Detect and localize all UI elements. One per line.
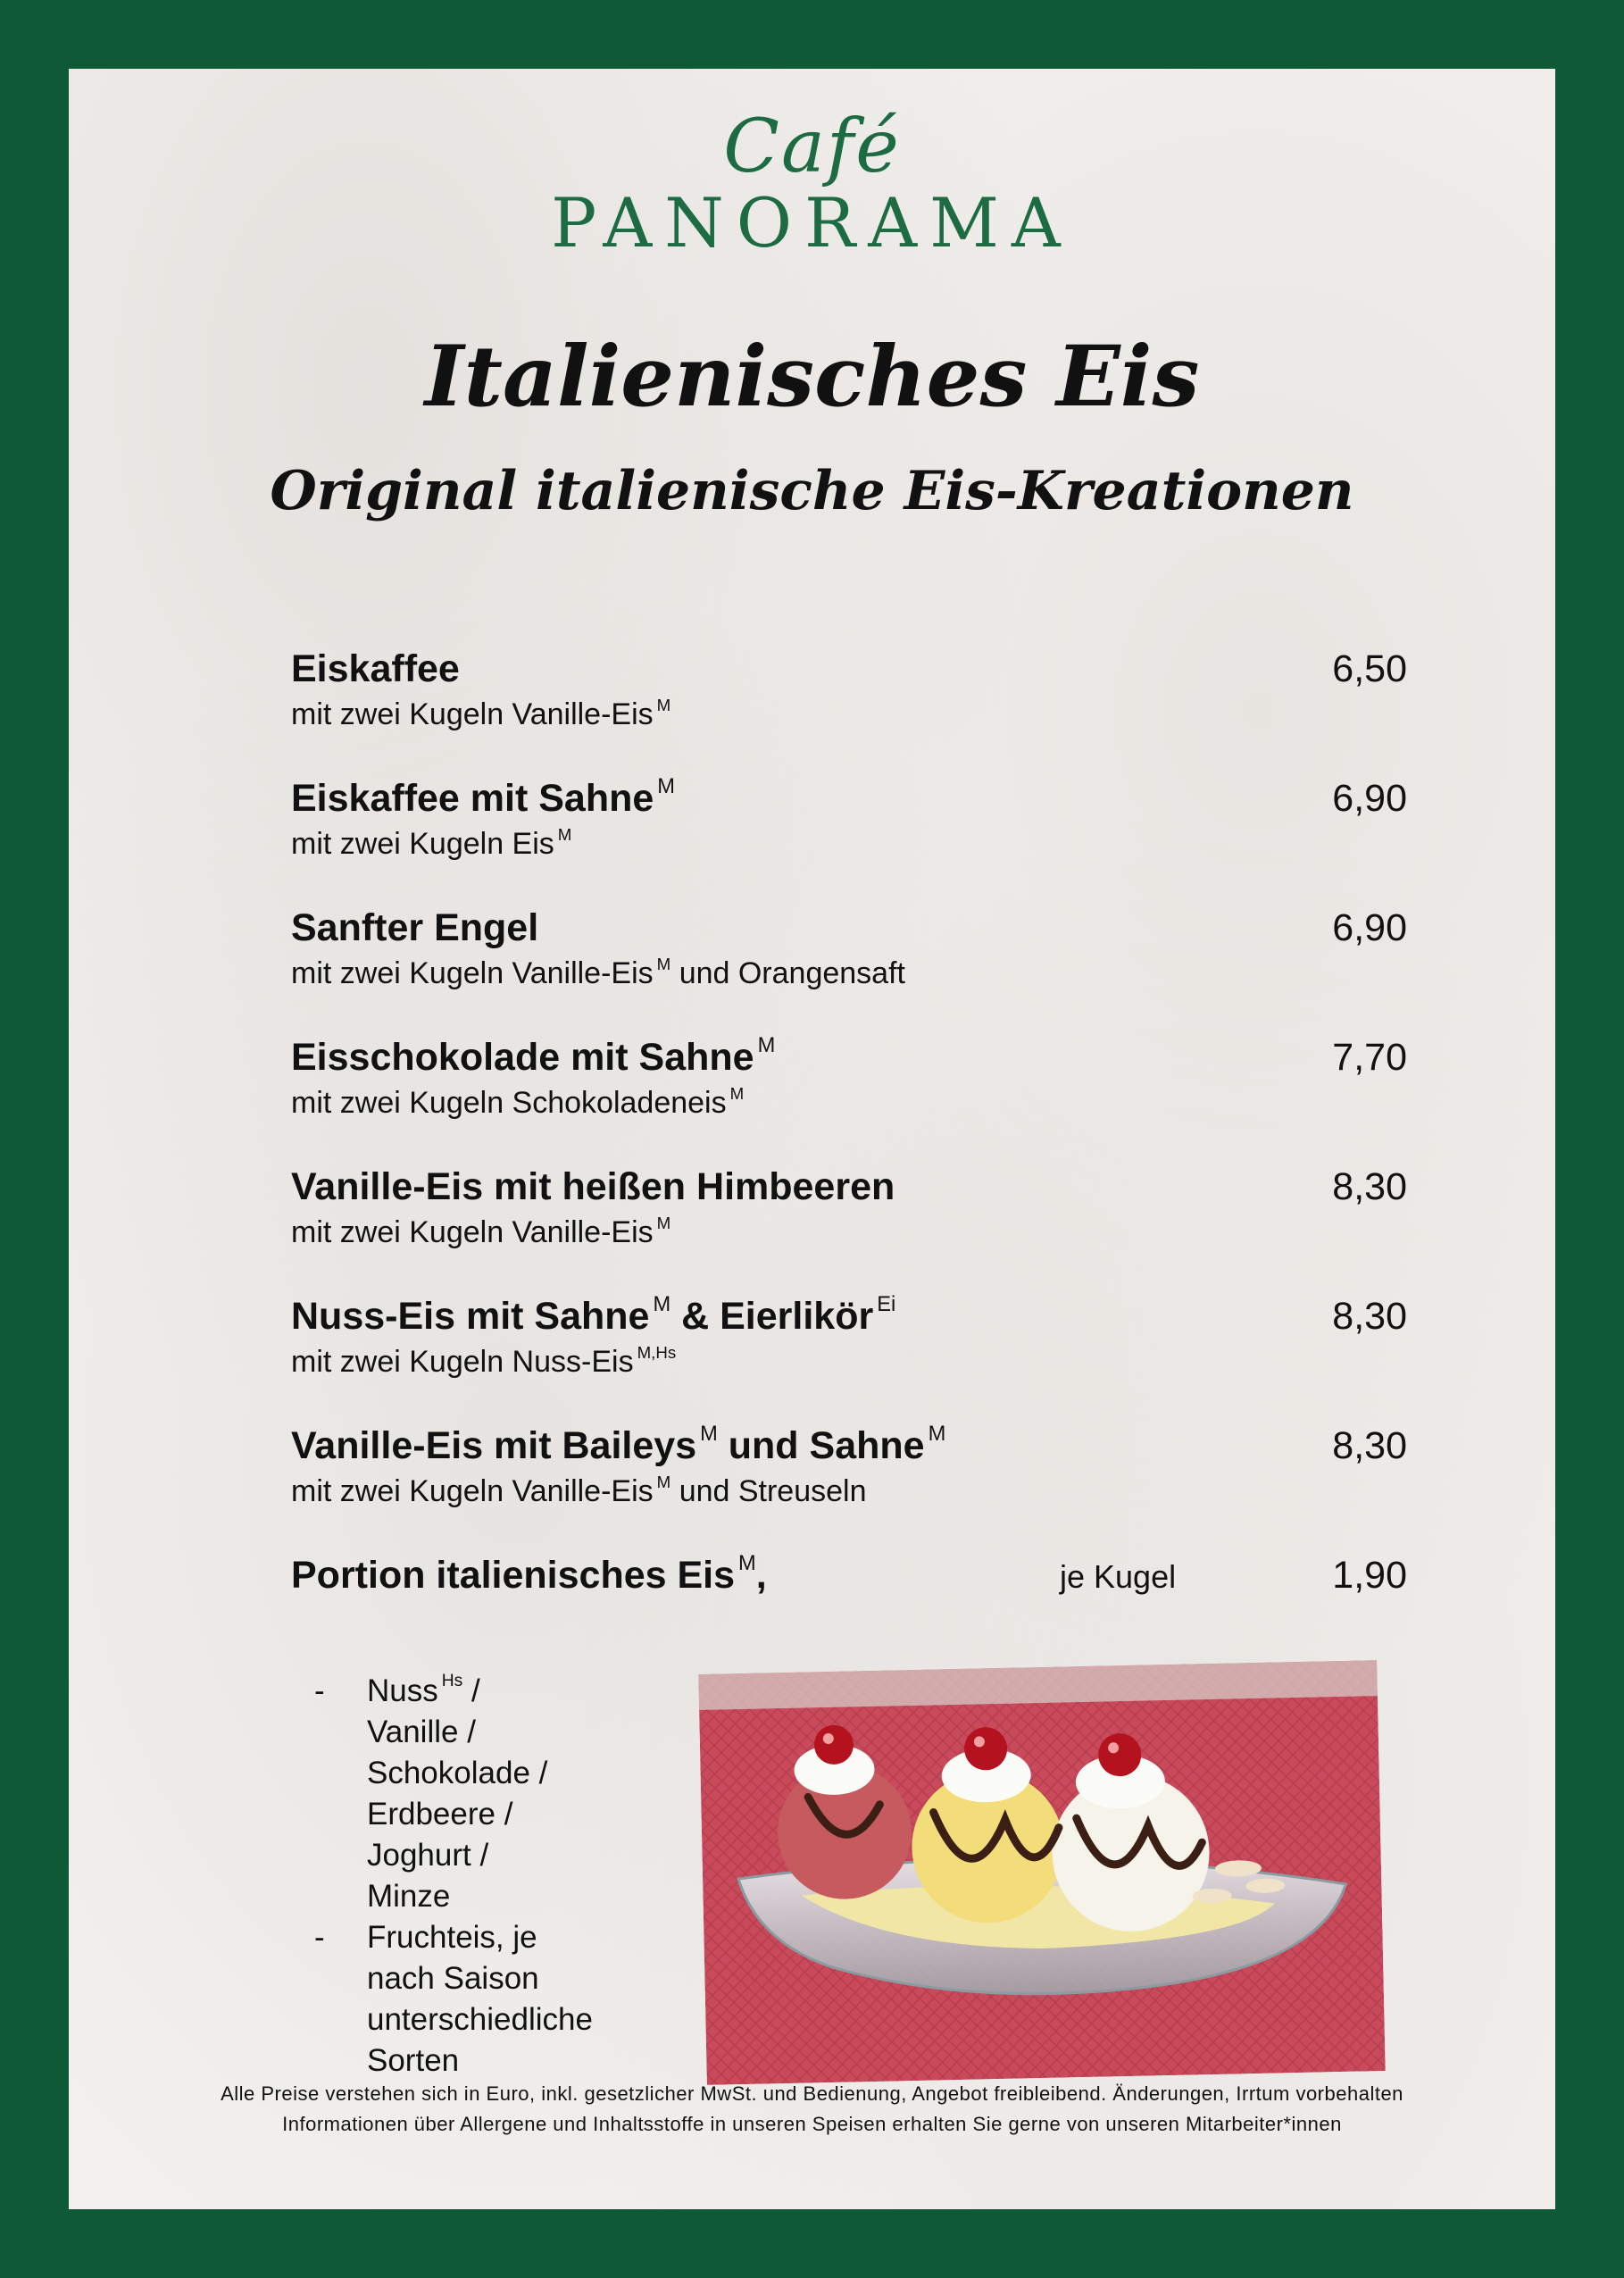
item-desc: mit zwei Kugeln Vanille-Eis $^M$ — [291, 696, 671, 731]
item-desc: mit zwei Kugeln Nuss-Eis $^{M,Hs}$ — [291, 1343, 677, 1379]
menu-item-portion — [291, 1554, 1407, 1661]
item-desc: mit zwei Kugeln Eis $^M$ — [291, 825, 572, 861]
list-item: Nuss $^{Hs}$ / — [367, 1672, 480, 1708]
item-price: 8,30 — [1332, 1295, 1407, 1338]
item-price: 8,30 — [1332, 1165, 1407, 1208]
item-price: 8,30 — [1332, 1424, 1407, 1467]
list-item: Joghurt / — [367, 1838, 489, 1873]
item-desc: mit zwei Kugeln Vanille-Eis $^M$ und Orangensaft — [291, 955, 905, 990]
page-title: Italienisches Eis — [424, 328, 1200, 426]
menu-item-nuss-eis — [291, 1295, 1407, 1402]
item-price: 6,90 — [1332, 777, 1407, 820]
menu-item-eiskaffee-sahne — [291, 777, 1407, 884]
item-price: 1,90 — [1332, 1554, 1407, 1597]
item-name: Vanille-Eis mit heißen Himbeeren — [291, 1165, 895, 1208]
list-item: Sorten — [367, 2043, 460, 2078]
list-item: unterschiedliche — [367, 2002, 593, 2037]
item-price: 6,50 — [1332, 647, 1407, 690]
item-name: Eiskaffee mit Sahne $^M$ — [291, 775, 675, 820]
menu-item-sanfter-engel — [291, 906, 1407, 1014]
item-name: Sanfter Engel — [291, 906, 539, 949]
item-name: Eiskaffee — [291, 647, 460, 690]
menu-item-vanille-baileys — [291, 1424, 1407, 1531]
menu-page — [69, 69, 1555, 2209]
footer-line-1: Alle Preise verstehen sich in Euro, inkl. gesetzlicher MwSt. und Bedienung, Angebot freibleibend. Änderungen, Irrtum vorbehalten — [221, 2082, 1403, 2105]
item-desc: mit zwei Kugeln Schokoladeneis $^M$ — [291, 1084, 745, 1120]
item-name: Eisschokolade mit Sahne $^M$ — [291, 1034, 776, 1079]
menu-item-vanille-himbeeren — [291, 1165, 1407, 1273]
item-price: 6,90 — [1332, 906, 1407, 949]
page-subtitle: Original italienische Eis-Kreationen — [270, 460, 1354, 522]
list-dash: - — [314, 1673, 325, 1708]
banana-split-photo — [698, 1660, 1385, 2085]
portion-unit: je Kugel — [1060, 1558, 1177, 1595]
logo-cafe: Café — [723, 104, 901, 189]
item-name: Vanille-Eis mit Baileys $^M$ und Sahne $^M$ — [291, 1423, 946, 1467]
footer-line-2: Informationen über Allergene und Inhaltsstoffe in unseren Speisen erhalten Sie gerne von unseren Mitarbeiter*innen — [282, 2113, 1342, 2135]
list-dash: - — [314, 1920, 325, 1955]
list-item: Vanille / — [367, 1715, 476, 1749]
menu-item-eiskaffee — [291, 647, 1407, 755]
item-desc: mit zwei Kugeln Vanille-Eis $^M$ und Streuseln — [291, 1473, 867, 1508]
list-item: Erdbeere / — [367, 1797, 513, 1832]
item-name: Portion italienisches Eis $^M$, — [291, 1552, 767, 1597]
list-item: Schokolade / — [367, 1756, 548, 1790]
logo-name: PANORAMA — [551, 183, 1073, 263]
list-item: nach Saison — [367, 1961, 539, 1996]
list-item: Fruchteis, je — [367, 1920, 537, 1955]
item-price: 7,70 — [1332, 1036, 1407, 1079]
menu-item-eisschokolade — [291, 1036, 1407, 1143]
item-name: Nuss-Eis mit Sahne $^M$ & Eierlikör $^{Ei}$ — [291, 1293, 896, 1338]
item-desc: mit zwei Kugeln Vanille-Eis $^M$ — [291, 1214, 671, 1249]
list-item: Minze — [367, 1879, 451, 1914]
